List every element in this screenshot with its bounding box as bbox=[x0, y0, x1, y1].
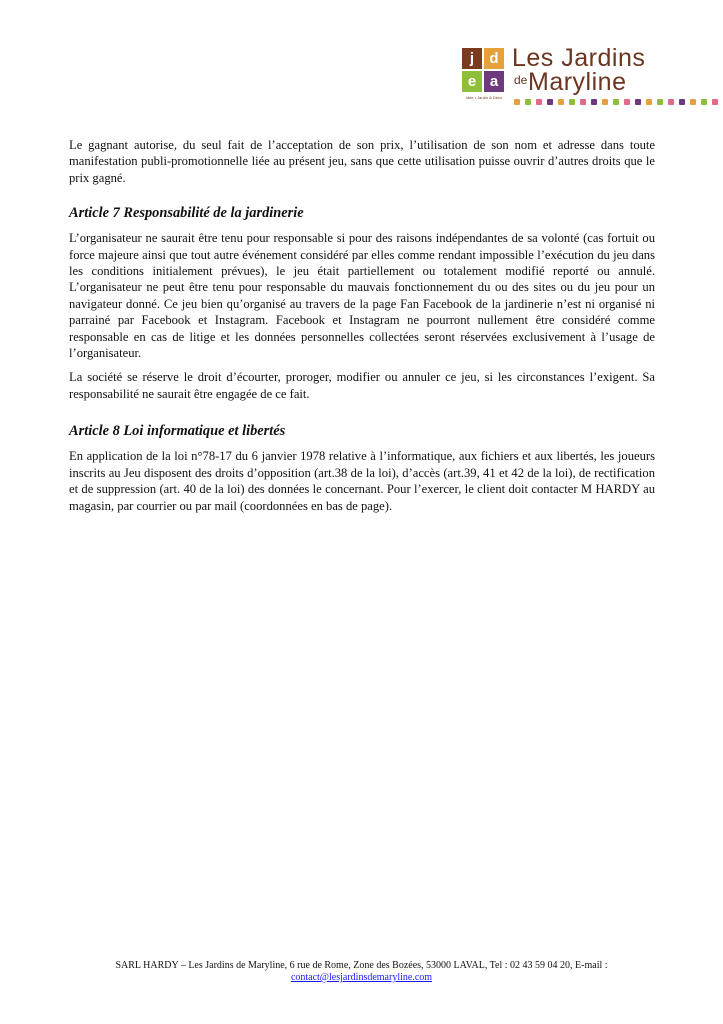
logo-dot bbox=[613, 99, 619, 105]
logo-tagline: Idée • Jardin & Déco bbox=[465, 95, 503, 100]
logo-dot bbox=[602, 99, 608, 105]
logo-dot bbox=[624, 99, 630, 105]
document-body bbox=[69, 137, 655, 522]
company-logo bbox=[462, 44, 662, 110]
intro-paragraph: Le gagnant autorise, du seul fait de l’acceptation de son prix, l’utilisation de son nom et adresse dans toute manifestation publi-promotionnelle liée au présent jeu, sans que cette utilisation puisse ouvrir d’autres droits que le prix gagné. bbox=[69, 138, 655, 185]
logo-mark bbox=[462, 48, 506, 106]
logo-dot bbox=[569, 99, 575, 105]
article-7-title: Article 7 Responsabilité de la jardinerie bbox=[69, 205, 304, 222]
logo-dot bbox=[580, 99, 586, 105]
logo-dot bbox=[536, 99, 542, 105]
logo-dot bbox=[591, 99, 597, 105]
logo-dot bbox=[514, 99, 520, 105]
logo-tile: d bbox=[484, 48, 504, 69]
logo-dot bbox=[547, 99, 553, 105]
footer-address: SARL HARDY – Les Jardins de Maryline, 6 rue de Rome, Zone des Bozées, 53000 LAVAL, Tel : 02 43 59 04 20, E-mail : bbox=[115, 960, 608, 971]
logo-dot bbox=[668, 99, 674, 105]
logo-dot bbox=[525, 99, 531, 105]
logo-tile: j bbox=[462, 48, 482, 69]
logo-dots bbox=[514, 99, 723, 105]
logo-tile: a bbox=[484, 71, 504, 92]
logo-text-line1: Les Jardins bbox=[512, 44, 646, 72]
logo-dot bbox=[657, 99, 663, 105]
page-footer bbox=[0, 960, 723, 984]
logo-dot bbox=[646, 99, 652, 105]
footer-email-link[interactable]: contact@lesjardinsdemaryline.com bbox=[290, 972, 433, 983]
article-8-title: Article 8 Loi informatique et libertés bbox=[69, 423, 286, 440]
article-7-paragraph: La société se réserve le droit d’écourter, proroger, modifier ou annuler ce jeu, si les circonstances l’exigent. Sa responsabilité ne saurait être engagée de ce fait. bbox=[69, 370, 655, 401]
article-7-paragraph: L’organisateur ne saurait être tenu pour responsable si pour des raisons indépendantes de sa volonté (cas fortuit ou force majeure ainsi que tout autre événement considéré par elles comme rendant impossible l’exécution du jeu dans les conditions initialement prévues), le jeu était partiellement ou totalement modifié reporté ou annulé. L’organisateur ne peut être tenu pour responsable du mauvais fonctionnement du ou des sites ou du jeu pour un navigateur donné. Ce jeu bien qu’organisé au travers de la page Fan Facebook de la jardinerie n’est ni organisé ni parrainé par Facebook et Instagram. Facebook et Instagram ne pourront nullement être considéré comme responsable en cas de litige et les données personnelles collectées seront réservées exclusivement à l’usage de l’organisateur. bbox=[69, 231, 655, 361]
logo-dot bbox=[690, 99, 696, 105]
logo-tile: e bbox=[462, 71, 482, 92]
logo-dot bbox=[558, 99, 564, 105]
logo-dot bbox=[679, 99, 685, 105]
article-8-paragraph: En application de la loi n°78-17 du 6 janvier 1978 relative à l’informatique, aux fichiers et aux libertés, les joueurs inscrits au Jeu disposent des droits d’opposition (art.38 de la loi), d’accès (art.39, 41 et 42 de la loi), de rectification et de suppression (art. 40 de la loi) des données le concernant. Pour l’exercer, le client doit contacter M HARDY au magasin, par courrier ou par mail (coordonnées en bas de page). bbox=[69, 449, 655, 513]
logo-dot bbox=[712, 99, 718, 105]
logo-text-line2: Maryline bbox=[528, 68, 627, 96]
logo-dot bbox=[635, 99, 641, 105]
logo-dot bbox=[701, 99, 707, 105]
logo-text-de: de bbox=[514, 73, 528, 87]
